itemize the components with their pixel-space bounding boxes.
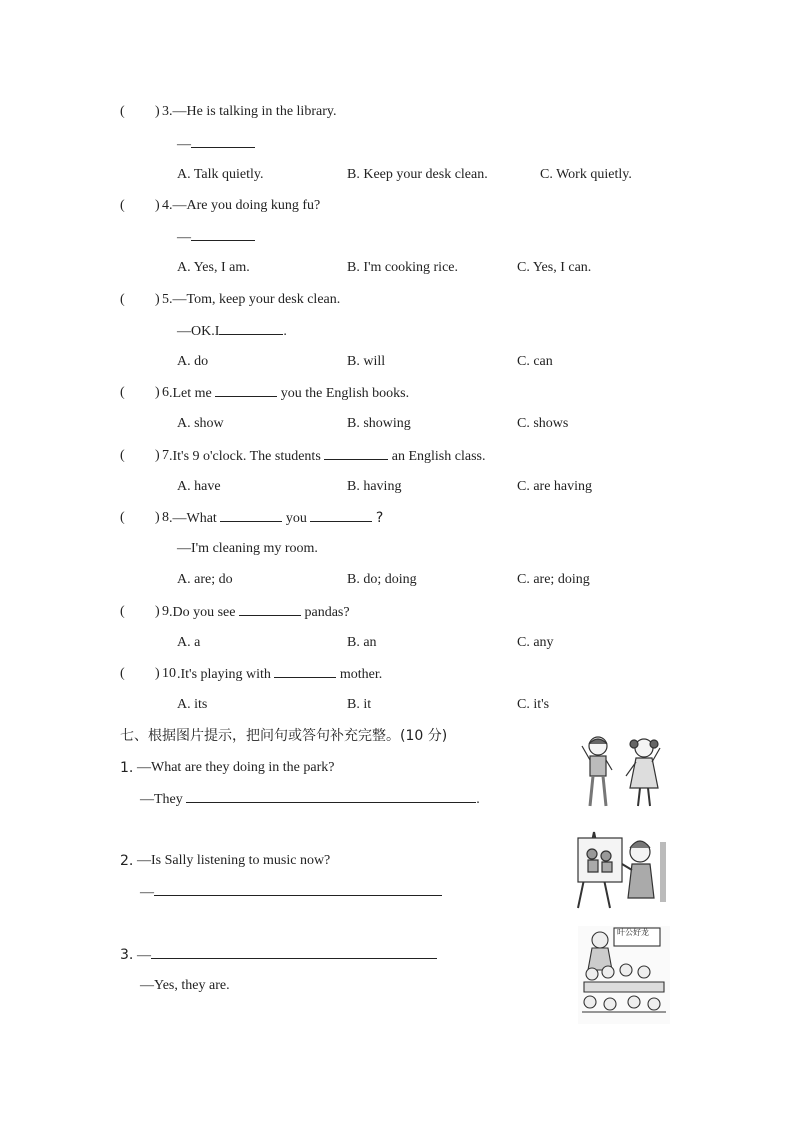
option-c: C. can bbox=[517, 354, 553, 369]
reply-line: —I'm cleaning my room. bbox=[177, 541, 318, 556]
question-stem: —Are you doing kung fu? bbox=[172, 198, 321, 213]
paren-close: ) bbox=[155, 198, 160, 213]
paren-close: ) bbox=[155, 104, 160, 119]
question-number: 9 bbox=[162, 604, 169, 619]
question-stem: —He is talking in the library. bbox=[172, 104, 337, 119]
option-b: B. will bbox=[347, 354, 386, 369]
question-stem-part: mother. bbox=[339, 667, 383, 682]
answer-prefix: — bbox=[140, 885, 154, 900]
paren-close: ) bbox=[155, 510, 160, 525]
paren-close: ) bbox=[155, 292, 160, 307]
paren-close: ) bbox=[155, 666, 160, 681]
option-c: C. Work quietly. bbox=[540, 167, 632, 182]
item-question: —What are they doing in the park? bbox=[137, 760, 335, 775]
option-a: A. its bbox=[177, 697, 208, 712]
option-c: C. are; doing bbox=[517, 572, 590, 587]
classroom-picture bbox=[578, 926, 670, 1024]
option-a: A. Yes, I am. bbox=[177, 260, 250, 275]
answer-blank[interactable] bbox=[215, 384, 277, 397]
option-c: C. shows bbox=[517, 416, 569, 431]
answer-blank[interactable] bbox=[239, 603, 301, 616]
item-number: 2. bbox=[120, 853, 134, 869]
answer-prefix: — bbox=[177, 230, 191, 245]
option-c: C. any bbox=[517, 635, 554, 650]
answer-suffix: . bbox=[283, 324, 287, 339]
answer-blank-2[interactable] bbox=[310, 509, 372, 522]
paren-open: ( bbox=[120, 104, 125, 119]
question-number: 6 bbox=[162, 385, 169, 400]
option-a: A. a bbox=[177, 635, 201, 650]
answer-blank[interactable] bbox=[191, 135, 255, 148]
paren-close: ) bbox=[155, 385, 160, 400]
option-a: A. do bbox=[177, 354, 209, 369]
paren-open: ( bbox=[120, 510, 125, 525]
paren-close: ) bbox=[155, 604, 160, 619]
option-b: B. having bbox=[347, 479, 402, 494]
answer-prefix: — bbox=[177, 137, 191, 152]
answer-suffix: . bbox=[476, 792, 480, 807]
answer-blank[interactable] bbox=[219, 322, 283, 335]
question-stem-part: pandas? bbox=[304, 605, 350, 620]
question-number: 5 bbox=[162, 292, 169, 307]
paren-open: ( bbox=[120, 448, 125, 463]
answer-blank[interactable] bbox=[186, 790, 476, 803]
painting-picture bbox=[572, 828, 668, 912]
option-a: A. Talk quietly. bbox=[177, 167, 264, 182]
question-number: 7 bbox=[162, 448, 169, 463]
paren-open: ( bbox=[120, 666, 125, 681]
question-stem-part: you bbox=[285, 511, 307, 526]
paren-close: ) bbox=[155, 448, 160, 463]
question-number: 4 bbox=[162, 198, 169, 213]
option-a: A. show bbox=[177, 416, 224, 431]
option-b: B. I'm cooking rice. bbox=[347, 260, 458, 275]
question-stem-part: Let me bbox=[172, 386, 212, 401]
answer-prefix: —They bbox=[140, 792, 183, 807]
question-number: 10 bbox=[162, 666, 176, 681]
option-c: C. are having bbox=[517, 479, 593, 494]
question-prefix: — bbox=[137, 948, 151, 963]
option-a: A. are; do bbox=[177, 572, 233, 587]
paren-open: ( bbox=[120, 198, 125, 213]
paren-open: ( bbox=[120, 385, 125, 400]
question-stem-part: Do you see bbox=[172, 605, 236, 620]
answer-blank-1[interactable] bbox=[220, 509, 282, 522]
option-a: A. have bbox=[177, 479, 221, 494]
question-mark: ? bbox=[375, 510, 384, 526]
option-b: B. an bbox=[347, 635, 377, 650]
answer-blank[interactable] bbox=[274, 665, 336, 678]
option-c: C. it's bbox=[517, 697, 550, 712]
question-blank[interactable] bbox=[151, 946, 437, 959]
board-sign: 叶公好龙 bbox=[617, 928, 649, 937]
question-stem-part: an English class. bbox=[391, 449, 486, 464]
option-b: B. Keep your desk clean. bbox=[347, 167, 488, 182]
section-title: 七、根据图片提示，把问句或答句补充完整。(10 分) bbox=[120, 728, 448, 744]
children-picture bbox=[580, 732, 666, 812]
question-stem-part: you the English books. bbox=[280, 386, 410, 401]
question-stem-part: It's 9 o'clock. The students bbox=[172, 449, 321, 464]
paren-open: ( bbox=[120, 292, 125, 307]
paren-open: ( bbox=[120, 604, 125, 619]
option-b: B. do; doing bbox=[347, 572, 417, 587]
item-number: 3. bbox=[120, 947, 134, 963]
answer-prefix: —OK.I bbox=[177, 324, 220, 339]
answer-blank[interactable] bbox=[154, 883, 442, 896]
item-number: 1. bbox=[120, 760, 134, 776]
question-number: 8 bbox=[162, 510, 169, 525]
option-b: B. it bbox=[347, 697, 372, 712]
answer-blank[interactable] bbox=[191, 228, 255, 241]
question-stem-part: It's playing with bbox=[180, 667, 271, 682]
item-question: —Is Sally listening to music now? bbox=[137, 853, 331, 868]
question-number: 3 bbox=[162, 104, 169, 119]
item-answer: —Yes, they are. bbox=[140, 978, 230, 993]
answer-blank[interactable] bbox=[324, 447, 388, 460]
option-b: B. showing bbox=[347, 416, 411, 431]
question-stem-part: —What bbox=[172, 511, 217, 526]
option-c: C. Yes, I can. bbox=[517, 260, 592, 275]
question-stem: —Tom, keep your desk clean. bbox=[172, 292, 341, 307]
